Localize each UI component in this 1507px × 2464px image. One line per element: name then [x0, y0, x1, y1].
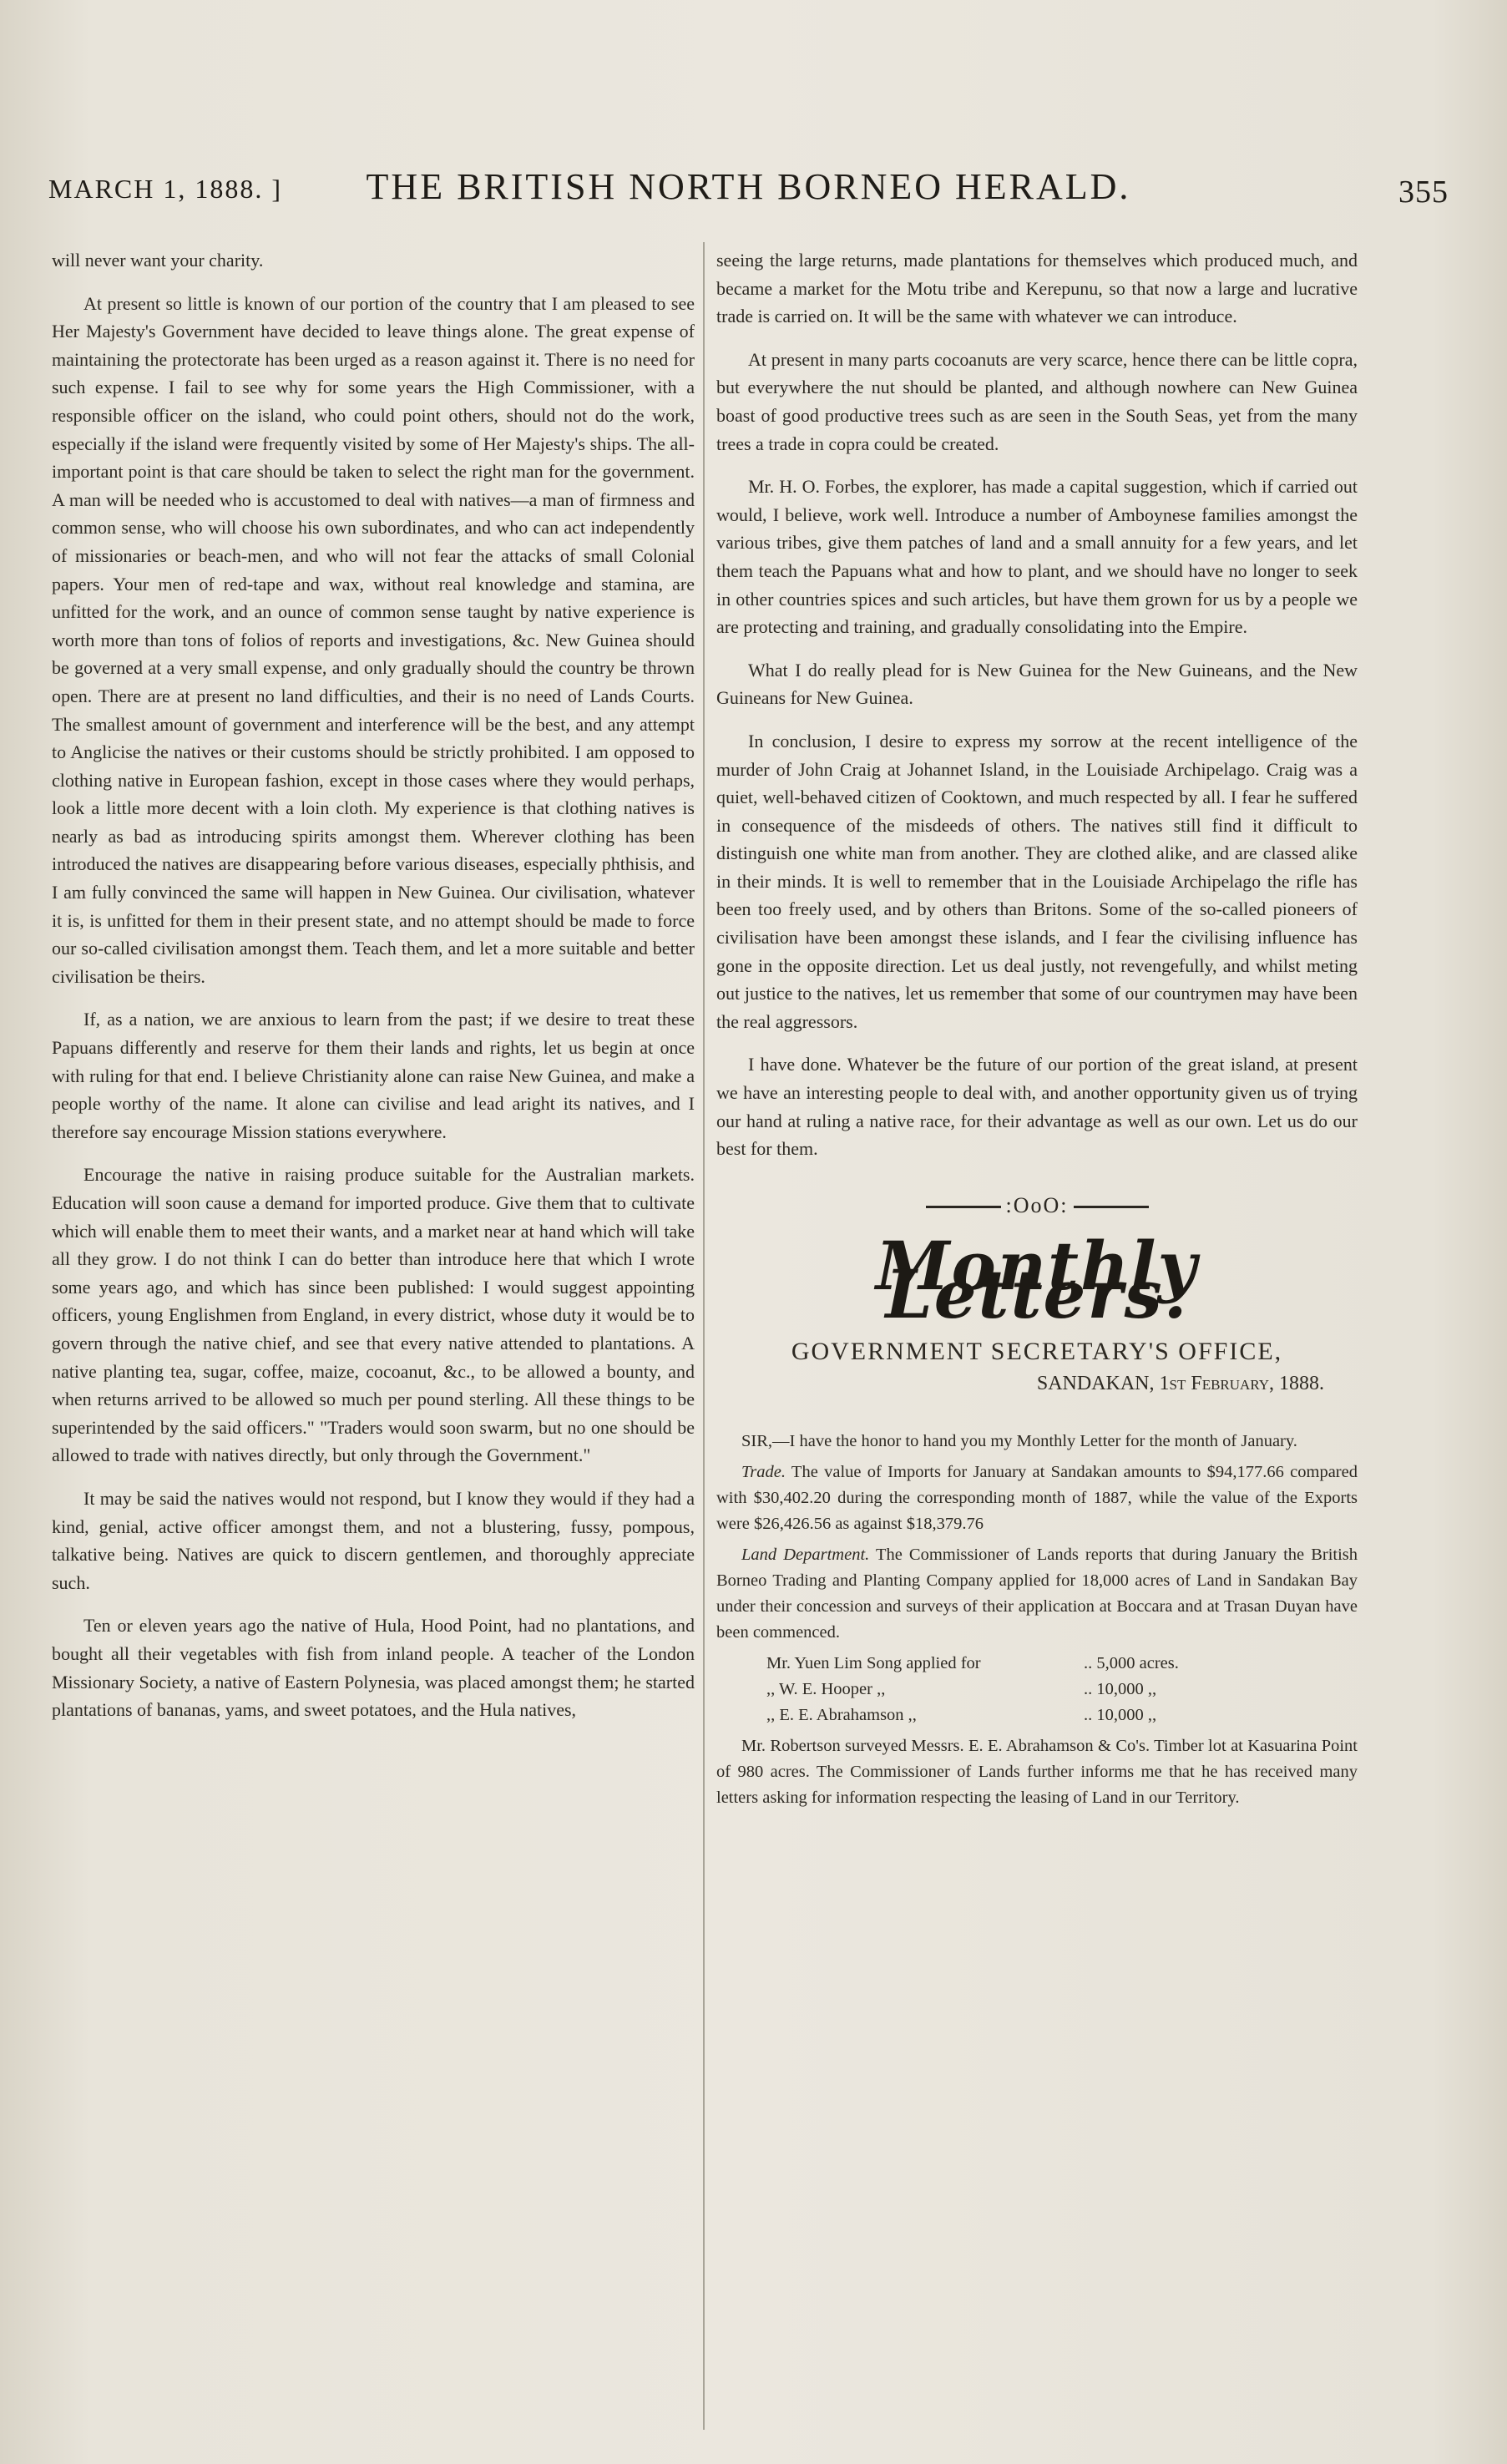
- letter-land: [716, 1542, 1358, 1646]
- list-item: [766, 1677, 1358, 1703]
- land-label: Land Department.: [741, 1545, 870, 1564]
- paragraph: seeing the large returns, made plantations for themselves which produced much, and became a market for the Motu tribe and Kerepunu, so that now a large and lucrative trade is carried on. It will be the same with whatever we can introduce.: [716, 250, 1358, 327]
- paragraph: Mr. H. O. Forbes, the explorer, has made a capital suggestion, which if carried out would, I believe, work well. Introduce a number of Amboynese families amongst the various tribes, give them patches of land and a small annuity for a few years, and let them teach the Papuans what and how to plant, and we should have no longer to seek in other countries spices and such articles, but have them grown for us by a people we are protecting and training, and gradually consolidating into the Empire.: [716, 476, 1358, 638]
- paragraph: In conclusion, I desire to express my sorrow at the recent intelligence of the murder of John Craig at Johannet Island, in the Louisiade Archipelago. Craig was a quiet, well-behaved citizen of Cooktown, and much respected by all. I fear he suffered in consequence of the misdeeds of others. The natives still find it difficult to distinguish one white man from another. They are clothed alike, and are classed alike in their minds. It is well to remember that in the Louisiade Archipelago the rifle has been too freely used, and by others than Britons. Some of the so-called pioneers of civilisation have been amongst these islands, and I fear the civilising influence has gone in the opposite direction. Let us deal justly, not revengefully, and whilst meting out justice to the natives, let us remember that some of our countrymen may have been the real aggressors.: [716, 730, 1358, 1032]
- applicant-acres: .. 10,000 ,,: [1084, 1679, 1157, 1698]
- ornament-rule: [926, 1206, 1001, 1208]
- paragraph: will never want your charity.: [52, 250, 264, 271]
- letter-closing: Mr. Robertson surveyed Messrs. E. E. Abrahamson & Co's. Timber lot at Kasuarina Point of 980 acres. The Commissioner of Lands further informs me that he has received many letters asking for information respecting the leasing of Land in our Territory.: [716, 1736, 1358, 1807]
- paragraph: Encourage the native in raising produce suitable for the Australian markets. Education will soon cause a demand for imported produce. Give them that to cultivate which will enable them to meet their wants, and a market near at hand which will take all they grow. I do not think I can do better than introduce here that which I wrote some years ago, and which has since been published: I would suggest appointing officers, young Englishmen from England, in every district, whose duty it would be to govern through the native chief, and see that every native attended to plantations. A native planting tea, sugar, coffee, maize, cocoanut, &c., to be allowed a bounty, and when returns arrived to be allowed so much per pound sterling. All these things to be superintended by the said officers." "Traders would soon swarm, but no one should be allowed to trade with natives directly, but only through the Government.": [52, 1164, 695, 1466]
- paragraph: What I do really plead for is New Guinea for the New Guineans, and the New Guineans for New Guinea.: [716, 659, 1358, 709]
- applicant-acres: .. 10,000 ,,: [1084, 1705, 1157, 1724]
- header-title: THE BRITISH NORTH BORNEO HERALD.: [366, 166, 1131, 207]
- office-title: GOVERNMENT SECRETARY'S OFFICE,: [791, 1337, 1283, 1365]
- land-text: The Commissioner of Lands reports that during January the British Borneo Trading and Planting Company applied for 18,000 acres of Land in Sandakan Bay under their concession and surveys of their application at Boccara and at Trasan Duyan have been commenced.: [716, 1545, 1358, 1642]
- column-divider: [703, 242, 705, 2430]
- ornament-rule: [1074, 1206, 1149, 1208]
- trade-label: Trade.: [741, 1462, 786, 1481]
- monthly-letter: [716, 1429, 1358, 1811]
- applicant-acres: .. 5,000 acres.: [1084, 1653, 1179, 1672]
- list-item: [766, 1651, 1358, 1677]
- applicant-name: Mr. Yuen Lim Song applied for: [766, 1653, 981, 1672]
- trade-text: The value of Imports for January at Sandakan amounts to $94,177.66 compared with $30,402.20 during the corresponding month of 1887, while the value of the Exports were $26,426.56 as against $18,379.76: [716, 1462, 1358, 1533]
- letter-trade: [716, 1460, 1358, 1537]
- paragraph: At present so little is known of our portion of the country that I am pleased to see Her Majesty's Government have decided to leave things alone. The great expense of maintaining the protectorate has been urged as a reason against it. There is no need for such expense. I fail to see why for some years the High Commissioner, with a responsible officer on the island, who could point others, should not do the work, especially if the island were frequently visited by some of Her Majesty's ships. The all-important point is that care should be taken to select the right man for the government. A man will be needed who is accustomed to deal with natives—a man of firmness and common sense, who will choose his own subordinates, and who can act independently of missionaries or beach-men, and who will not fear the attacks of small Colonial papers. Your men of red-tape and wax, without real knowledge and stamina, are unfitted for the work, and an ounce of common sense taught by native experience is worth more than tons of folios of reports and investigations, &c. New Guinea should be governed at a very small expense, and only gradually should the country be thrown open. There are at present no land difficulties, and their is no need of Lands Courts. The smallest amount of government and interference will be the best, and any attempt to Anglicise the natives or their customs should be strictly prohibited. I am opposed to clothing native in European fashion, except in those cases where they would perhaps, look a little more decent with a loin cloth. My experience is that clothing natives is nearly as bad as introducing spirits amongst them. Wherever clothing has been introduced the natives are disappearing before various diseases, especially phthisis, and I am fully convinced the same will happen in New Guinea. Our civilisation, whatever it is, is unfitted for them in their present state, and no attempt should be made to force our so-called civilisation amongst them. Teach them, and let a more suitable and better civilisation be theirs.: [52, 292, 695, 987]
- applicant-name: ,, W. E. Hooper ,,: [766, 1679, 886, 1698]
- list-item: [766, 1703, 1358, 1728]
- paragraph: I have done. Whatever be the future of our portion of the great island, at present we have an interesting people to deal with, and another opportunity given us of trying our hand at ruling a native race, for their advantage as well as our own. Let us do our best for them.: [716, 1054, 1358, 1160]
- paragraph: At present in many parts cocoanuts are very scarce, hence there can be little copra, but everywhere the nut should be planted, and although nowhere can New Guinea boast of good productive trees such as are seen in the South Seas, yet from the many trees a trade in copra could be created.: [716, 348, 1358, 454]
- ornament-glyph: :OoO:: [1005, 1192, 1069, 1217]
- applicants-list: [766, 1651, 1358, 1728]
- letter-salutation: SIR,—I have the honor to hand you my Monthly Letter for the month of January.: [741, 1431, 1297, 1450]
- right-column: [716, 246, 1358, 1816]
- paragraph: Ten or eleven years ago the native of Hula, Hood Point, had no plantations, and bought all their vegetables with fish from inland people. A teacher of the London Missionary Society, a native of Eastern Polynesia, was placed amongst them; he started plantations of bananas, yams, and sweet potatoes, and the Hula natives,: [52, 1615, 695, 1721]
- section-ornament: [716, 1192, 1358, 1220]
- left-column: [52, 246, 695, 1739]
- header-date: MARCH 1, 1888. ]: [48, 174, 283, 204]
- header-page-number: 355: [1398, 175, 1449, 210]
- paragraph: It may be said the natives would not respond, but I know they would if they had a kind, genial, active officer amongst them, and not a blustering, fussy, pompous, talkative being. Natives are quick to discern gentlemen, and thoroughly appreciate such.: [52, 1487, 695, 1593]
- applicant-name: ,, E. E. Abrahamson ,,: [766, 1705, 917, 1724]
- paragraph: If, as a nation, we are anxious to learn from the past; if we desire to treat these Papuans differently and reserve for them their lands and rights, let us begin at once with ruling for that end. I believe Christianity alone can raise New Guinea, and make a people worthy of the name. It alone can civilise and lead aright its natives, and I therefore say encourage Mission stations everywhere.: [52, 1009, 695, 1142]
- section-title: Monthly Letters.: [875, 1227, 1199, 1333]
- page-header: [48, 165, 1449, 215]
- office-place-date: SANDAKAN, 1st February, 1888.: [1036, 1373, 1324, 1395]
